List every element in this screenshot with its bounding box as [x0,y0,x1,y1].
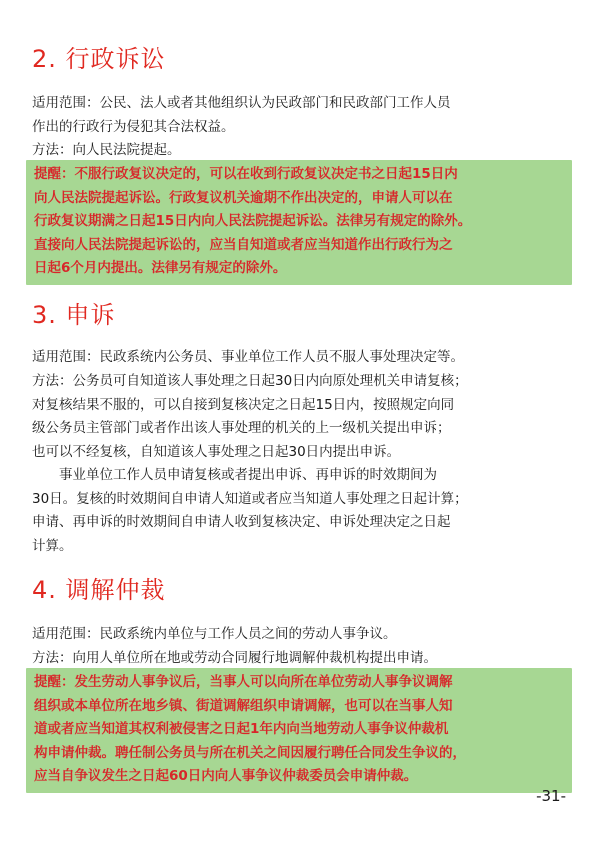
tip-line: 提醒：不服行政复议决定的，可以在收到行政复议决定书之日起15日内 [34,166,458,182]
timeframe-paragraph [32,464,580,558]
timeframe-line: 事业单位工作人员申请复核或者提出申诉、再申诉的时效期间为 [59,467,437,483]
scope-line: 适用范围：民政系统内公务员、事业单位工作人员不服人事处理决定等。 [32,349,464,365]
section-title-administrative-litigation: 2. 行政诉讼 [32,45,166,73]
method-line: 方法：向用人单位所在地或劳动合同履行地调解仲裁机构提出申请。 [32,650,437,666]
tip-line: 直接向人民法院提起诉讼的，应当自知道或者应当知道作出行政行为之 [34,236,453,253]
tip-line: 日起6个月内提出。法律另有规定的除外。 [34,260,287,276]
method-line: 方法：公务员可自知道该人事处理之日起30日内向原处理机关申请复核； [32,373,468,389]
tip-box [26,668,572,793]
method-paragraph [32,647,580,671]
method-line: 对复核结果不服的，可以自接到复核决定之日起15日内，按照规定向同 [32,396,455,413]
method-line: 也可以不经复核，自知道该人事处理之日起30日内提出申诉。 [32,443,401,460]
scope-line: 适用范围：民政系统内单位与工作人员之间的劳动人事争议。 [32,626,397,642]
scope-line: 作出的行政行为侵犯其合法权益。 [32,118,235,135]
timeframe-line: 30日。复核的时效期间自申请人知道或者应当知道人事处理之日起计算； [32,490,468,507]
tip-line: 构申请仲裁。聘任制公务员与所在机关之间因履行聘任合同发生争议的， [34,744,466,761]
tip-line: 道或者应当知道其权利被侵害之日起1年内向当地劳动人事争议仲裁机 [34,721,449,737]
section-title-mediation-arbitration: 4. 调解仲裁 [32,576,166,604]
method-line: 级公务员主管部门或者作出该人事处理的机关的上一级机关提出申诉； [32,420,451,436]
page-number: -31- [536,787,566,805]
timeframe-line: 申请、再申诉的时效期间自申请人收到复核决定、申诉处理决定之日起 [32,514,451,530]
tip-line: 向人民法院提起诉讼。行政复议机关逾期不作出决定的，申请人可以在 [34,189,453,206]
scope-paragraph [32,346,580,370]
section-title-appeal: 3. 申诉 [32,301,116,329]
tip-line: 组织或本单位所在地乡镇、街道调解组织申请调解，也可以在当事人知 [34,697,453,714]
tip-line: 行政复议期满之日起15日内向人民法院提起诉讼。法律另有规定的除外。 [34,213,472,229]
scope-line: 适用范围：公民、法人或者其他组织认为民政部门和民政部门工作人员 [32,95,451,111]
tip-box [26,160,572,285]
method-paragraph [32,139,580,163]
method-paragraph [32,370,580,464]
scope-paragraph [32,623,580,647]
scope-paragraph [32,92,580,139]
tip-line: 应当自争议发生之日起60日内向人事争议仲裁委员会申请仲裁。 [34,768,418,784]
timeframe-line: 计算。 [32,537,73,554]
method-line: 方法：向人民法院提起。 [32,142,181,158]
tip-line: 提醒：发生劳动人事争议后，当事人可以向所在单位劳动人事争议调解 [34,674,453,690]
